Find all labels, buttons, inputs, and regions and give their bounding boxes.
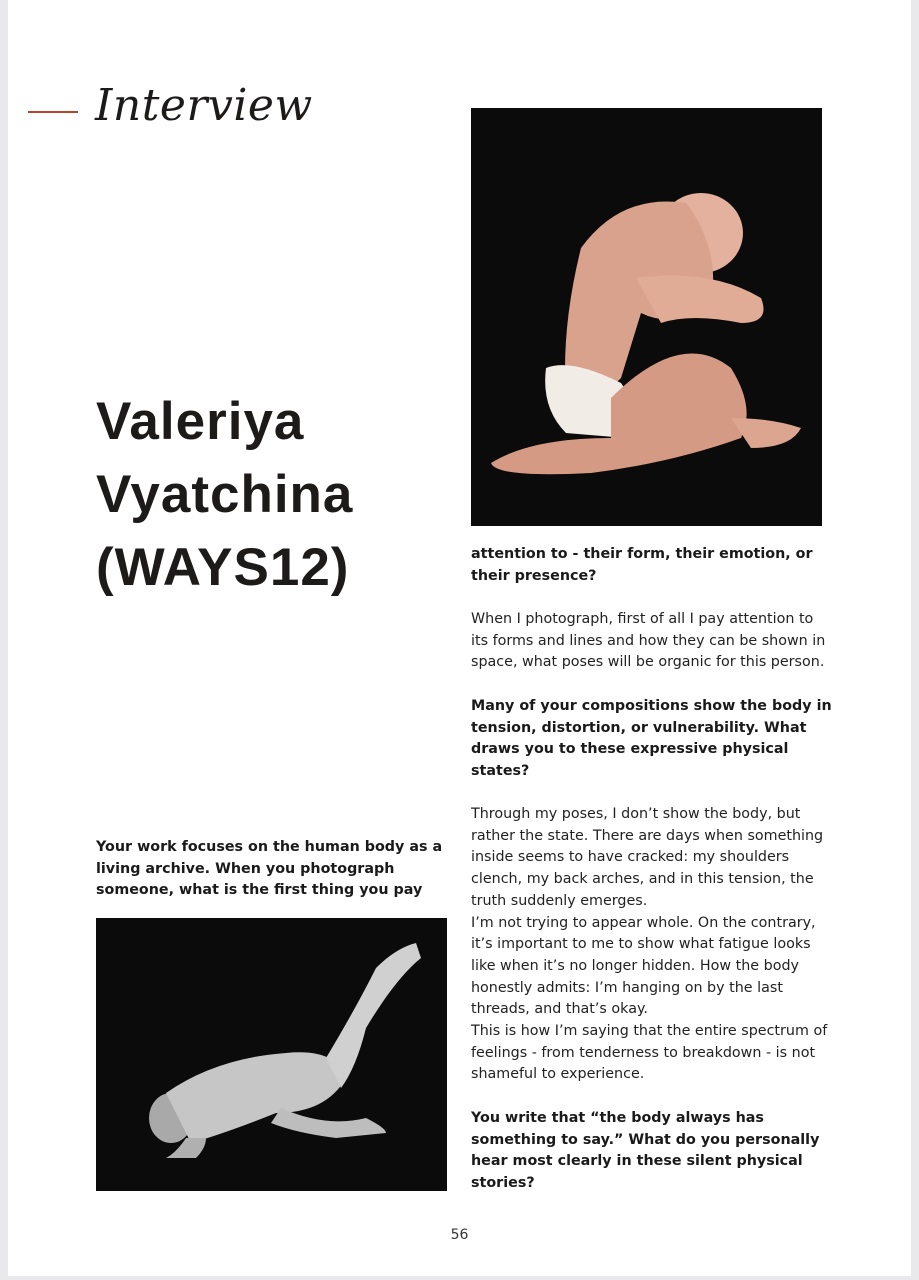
question-1-continued: attention to - their form, their emotion, or their presence?	[471, 546, 813, 584]
page-number: 56	[450, 1227, 469, 1243]
question-1: Your work focuses on the human body as a living archive. When you photograph someone, what is the first thing you pay	[96, 839, 443, 899]
photo-bent-figure	[96, 918, 447, 1191]
interviewee-name: Valeriya Vyatchina (WAYS12)	[96, 392, 354, 597]
question-3: You write that “the body always has something to say.” What do you personally hear most clearly in these silent physical stories?	[471, 1110, 820, 1192]
photo-crouching-figure	[471, 108, 822, 526]
question-2: Many of your compositions show the body in tension, distortion, or vulnerability. What draws you to these expressive physical states?	[471, 698, 832, 780]
answer-1: When I photograph, first of all I pay attention to its forms and lines and how they can be shown in space, what poses will be organic for this person.	[471, 611, 826, 671]
answer-2: Through my poses, I don’t show the body, but rather the state. There are days when something inside seems to have cracked: my shoulders clench, my back arches, and in this tension, the truth suddenly emerges. I’m not trying to appear whole. On the contrary, it’s important to me to show what fatigue looks like when it’s no longer hidden. How the body honestly admits: I’m hanging on by the last threads, and that’s okay. This is how I’m saying that the entire spectrum of feelings - from tenderness to breakdown - is not shameful to experience.	[471, 806, 828, 1083]
section-rule	[28, 111, 78, 113]
section-label: Interview	[95, 80, 313, 131]
